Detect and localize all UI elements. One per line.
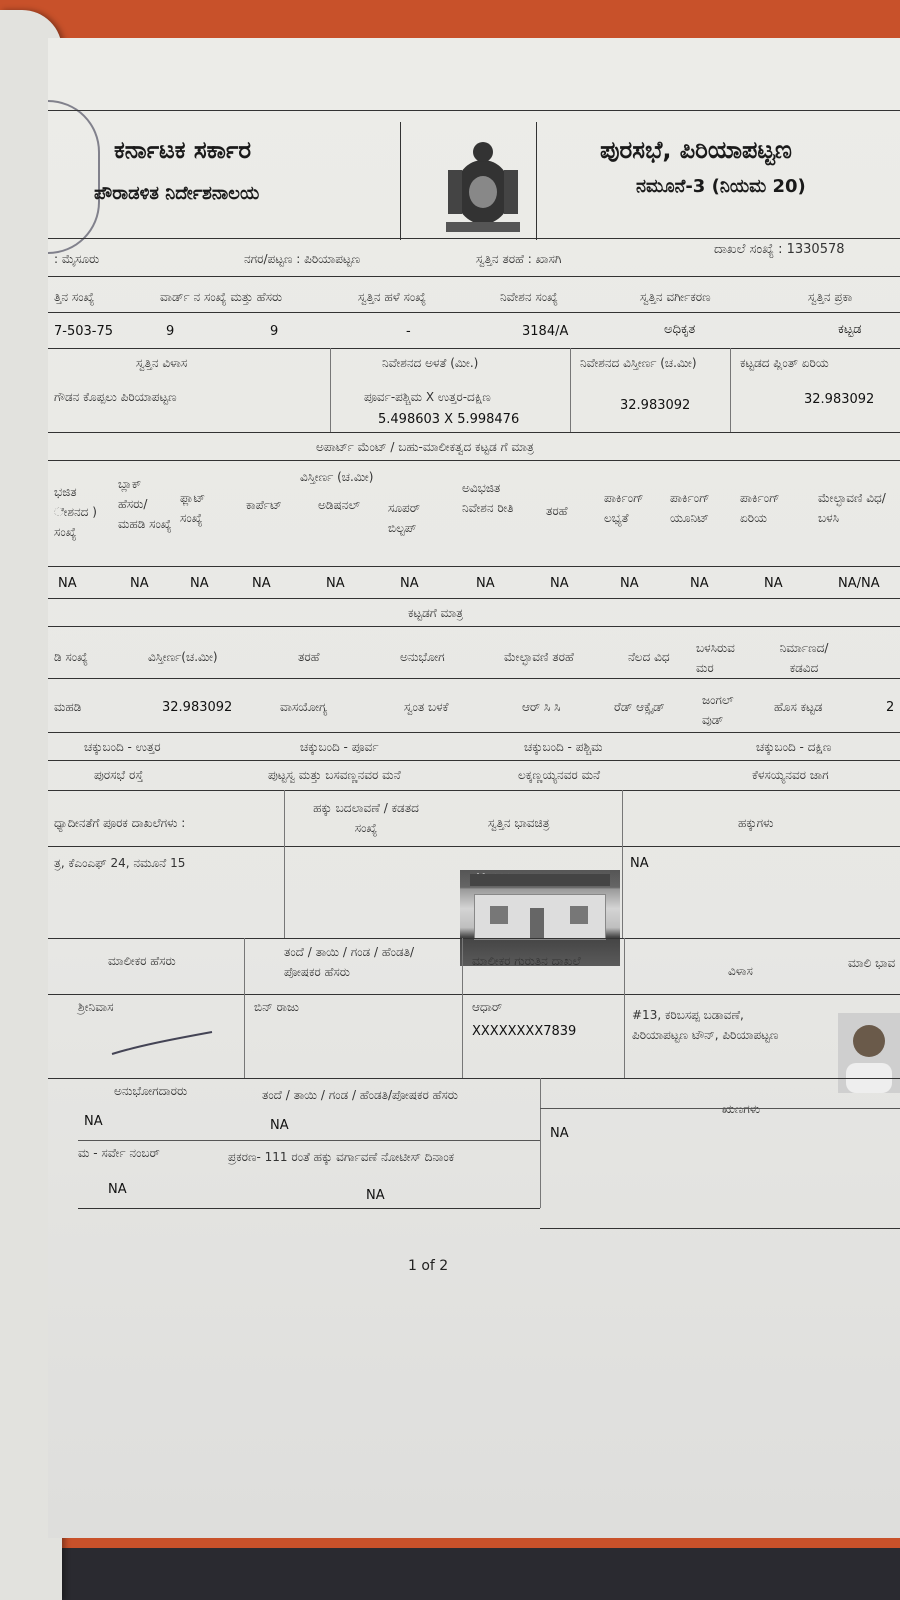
apartment-value: NA bbox=[326, 576, 345, 591]
divider bbox=[244, 938, 245, 1078]
office-seal-stamp bbox=[48, 100, 100, 254]
plinth-area-value: 32.983092 bbox=[804, 392, 875, 407]
parking-area-header: ಪಾರ್ಕಿಂಗ್ ಏರಿಯ bbox=[740, 491, 780, 525]
rule bbox=[48, 760, 900, 761]
apartment-value: NA bbox=[690, 576, 709, 591]
document-sheet bbox=[48, 38, 900, 1538]
apartment-value: NA bbox=[476, 576, 495, 591]
directorate-title: ಪೌರಾಡಳಿತ ನಿರ್ದೇಶನಾಲಯ bbox=[94, 183, 260, 204]
dimension-value: 5.498603 X 5.998476 bbox=[378, 412, 520, 427]
apartment-value: NA/NA bbox=[838, 576, 880, 591]
parking-unit-header: ಪಾರ್ಕಿಂಗ್ ಯೂನಿಟ್ bbox=[670, 491, 710, 525]
building-section-title: ಕಟ್ಟಡಗೆ ಮಾತ್ರ bbox=[408, 606, 464, 620]
apartment-carpet-header: ಕಾರ್ಪೆಟ್ bbox=[246, 498, 282, 512]
district-label: : ಮೈಸೂರು bbox=[54, 252, 100, 266]
property-number: 7-503-75 bbox=[54, 324, 114, 339]
rule bbox=[540, 1108, 900, 1109]
rule bbox=[48, 348, 900, 349]
apartment-value: NA bbox=[252, 576, 271, 591]
property-address: ಗೌಡನ ಕೊಪ್ಪಲು ಪಿರಿಯಾಪಟ್ಟಣ bbox=[54, 390, 177, 404]
rule bbox=[48, 994, 900, 995]
occupant-value: NA bbox=[84, 1114, 103, 1129]
owner-parent: ಬಿನ್ ರಾಜು bbox=[254, 1000, 299, 1014]
building-kind-header: ತರಹೆ bbox=[298, 650, 320, 664]
roof-type-header: ಮೇಲ್ಛಾವಣಿ ವಿಧ/ಬಳಸಿ bbox=[818, 491, 886, 525]
apartment-value: NA bbox=[764, 576, 783, 591]
rule bbox=[48, 846, 900, 847]
boundary-east: ಪುಟ್ಟಸ್ವ ಮತ್ತು ಬಸವಣ್ಣನವರ ಮನೆ bbox=[268, 768, 401, 782]
floor-area-header: ವಿಸ್ತೀರ್ಣ(ಚ.ಮೀ) bbox=[148, 650, 218, 664]
ward-header: ವಾರ್ಡ್ ನ ಸಂಖ್ಯೆ ಮತ್ತು ಹೆಸರು bbox=[160, 290, 283, 304]
site-dimension-header: ನಿವೇಶನದ ಅಳತೆ (ಮೀ.) bbox=[382, 356, 479, 370]
construction-status-header: ನಿರ್ಮಾಣದ/ ಕಡವಿದ bbox=[779, 641, 829, 675]
construction-status: ಹೊಸ ಕಟ್ಟಡ bbox=[774, 700, 823, 714]
divider bbox=[570, 348, 571, 432]
apartment-undivided-type-header: ಅವಿಭಜಿತ ನಿವೇಶನ ರೀತಿ bbox=[462, 481, 514, 515]
rule bbox=[48, 1078, 900, 1079]
apartment-value: NA bbox=[620, 576, 639, 591]
owner-address-line2: ಪಿರಿಯಾಪಟ್ಟಣ ಟೌನ್, ಪಿರಿಯಾಪಟ್ಟಣ bbox=[632, 1028, 779, 1042]
person-icon bbox=[838, 1013, 900, 1093]
owner-photo bbox=[838, 1013, 900, 1093]
property-photo-header: ಸ್ವತ್ತಿನ ಭಾವಚಿತ್ರ bbox=[488, 816, 550, 830]
form-number: ನಮೂನೆ-3 (ನಿಯಮ 20) bbox=[636, 176, 806, 197]
occupant-parent-header: ತಂದೆ / ತಾಯಿ / ಗಂಡ / ಹೆಂಡತಿ/ಪೋಷಕರ ಹೆಸರು bbox=[262, 1088, 458, 1102]
rule bbox=[78, 1140, 540, 1141]
rights-header: ಹಕ್ಕುಗಳು bbox=[738, 816, 774, 830]
apartment-block-header: ಬ್ಲಾಕ್ ಹೆಸರು/ ಮಹಡಿ ಸಂಖ್ಯೆ bbox=[118, 477, 172, 531]
divider bbox=[284, 790, 285, 938]
floor-number: ಮಹಡಿ bbox=[54, 700, 82, 714]
rule bbox=[48, 598, 900, 599]
boundary-west-header: ಚಕ್ಕುಬಂದಿ - ಪಶ್ಚಿಮ bbox=[524, 740, 603, 754]
old-number-header: ಸ್ವತ್ತಿನ ಹಳೆ ಸಂಖ್ಯೆ bbox=[358, 290, 427, 304]
roof-kind-header: ಮೇಲ್ಛಾವಣಿ ತರಹೆ bbox=[504, 650, 574, 664]
apartment-section-title: ಅಪಾರ್ಟ್ ಮೆಂಟ್ / ಬಹು-ಮಾಲೀಕತ್ವದ ಕಟ್ಟಡ ಗೆ ಮಾತ್ರ bbox=[316, 440, 534, 454]
rule bbox=[540, 1228, 900, 1229]
usage-header: ಅನುಭೋಗ bbox=[400, 650, 445, 664]
apartment-value: NA bbox=[400, 576, 419, 591]
apartment-value: NA bbox=[130, 576, 149, 591]
classification-value: ಅಧಿಕೃತ bbox=[664, 322, 696, 337]
floor-type-header: ನೆಲದ ವಿಧ bbox=[628, 650, 670, 664]
property-type-label: ಸ್ವತ್ತಿನ ತರಹೆ : ಖಾಸಗಿ bbox=[476, 252, 562, 266]
owner-photo-header: ಮಾಲಿ ಭಾವ bbox=[848, 956, 896, 970]
rule bbox=[48, 678, 900, 679]
divider bbox=[540, 1078, 541, 1208]
boundary-north-header: ಚಕ್ಕುಬಂದಿ - ಉತ್ತರ bbox=[84, 740, 161, 754]
notice-date-value: NA bbox=[366, 1188, 385, 1203]
divider bbox=[624, 938, 625, 1078]
mutation-file-header: ಹಕ್ಕು ಬದಲಾವಣೆ / ಕಡತದ ಸಂಖ್ಯೆ bbox=[313, 801, 419, 835]
owner-id-number: XXXXXXXX7839 bbox=[472, 1024, 577, 1039]
owner-address-line1: #13, ಕರಿಬಸಪ್ಪ ಬಡಾವಣೆ, bbox=[632, 1008, 744, 1022]
divider bbox=[400, 122, 401, 240]
record-number: ದಾಖಲೆ ಸಂಖ್ಯೆ : 1330578 bbox=[714, 242, 845, 257]
divider bbox=[622, 790, 623, 938]
rights-value: NA bbox=[630, 856, 649, 871]
address-header: ಸ್ವತ್ತಿನ ವಿಳಾಸ bbox=[136, 356, 188, 370]
wood-used-header: ಬಳಸಿರುವ ಮರ bbox=[696, 641, 735, 675]
occupant-parent-value: NA bbox=[270, 1118, 289, 1133]
rule bbox=[48, 790, 900, 791]
site-area-header: ನಿವೇಶನದ ವಿಸ್ತೀರ್ಣ (ಚ.ಮೀ) bbox=[580, 356, 697, 370]
divider bbox=[730, 348, 731, 432]
owner-name-header: ಮಾಲೀಕರ ಹೆಸರು bbox=[108, 954, 176, 968]
karnataka-emblem-icon bbox=[428, 130, 538, 240]
owner-id-header: ಮಾಲೀಕರ ಗುರುತಿನ ದಾಖಲೆ bbox=[472, 954, 581, 968]
apartment-area-group: ವಿಸ್ತೀರ್ಣ (ಚ.ಮೀ) bbox=[300, 470, 374, 484]
floor-count-edge: 2 bbox=[886, 700, 895, 715]
floor-type: ರೆಡ್ ಆಕ್ಸೈಡ್ bbox=[614, 700, 665, 714]
apartment-value: NA bbox=[190, 576, 209, 591]
rule bbox=[48, 626, 900, 627]
rule bbox=[48, 276, 900, 277]
government-title: ಕರ್ನಾಟಕ ಸರ್ಕಾರ bbox=[114, 136, 252, 164]
property-photo bbox=[460, 870, 620, 966]
site-area-value: 32.983092 bbox=[620, 398, 691, 413]
occupant-header: ಅನುಭೋಗದಾರರು bbox=[114, 1084, 188, 1098]
classification-header: ಸ್ವತ್ತಿನ ವರ್ಗೀಕರಣ bbox=[640, 290, 711, 304]
owner-address-header: ವಿಳಾಸ bbox=[728, 964, 753, 978]
rule bbox=[48, 732, 900, 733]
boundary-north: ಪುರಸಭೆ ರಸ್ತೆ bbox=[94, 768, 144, 782]
house-window bbox=[570, 906, 588, 924]
rule bbox=[48, 938, 900, 939]
town-label: ನಗರ/ಪಟ್ಟಣ : ಪಿರಿಯಾಪಟ್ಟಣ bbox=[244, 252, 361, 266]
encumbrance-value: NA bbox=[550, 1126, 569, 1141]
notice-date-header: ಪ್ರಕರಣ- 111 ರಂತೆ ಹಕ್ಕು ವರ್ಗಾವಣೆ ನೋಟೀಸ್ ದಿನಾಂಕ bbox=[228, 1150, 455, 1164]
site-number-header: ನಿವೇಶನ ಸಂಖ್ಯೆ bbox=[500, 290, 558, 304]
boundary-south: ಕೆಳಸಯ್ಯನವರ ಜಾಗ bbox=[752, 768, 829, 782]
parking-availability-header: ಪಾರ್ಕಿಂಗ್ ಲಭ್ಯತೆ bbox=[604, 491, 644, 525]
encumbrance-header: ಋಣಗಳು bbox=[722, 1102, 761, 1116]
floor-area: 32.983092 bbox=[162, 700, 233, 715]
divider bbox=[330, 348, 331, 432]
site-number: 3184/A bbox=[522, 324, 569, 339]
apartment-flat-header: ಫ್ಲಾಟ್ ಸಂಖ್ಯೆ bbox=[180, 491, 206, 525]
house-roof bbox=[470, 874, 610, 886]
survey-number-value: NA bbox=[108, 1182, 127, 1197]
wood-used: ಜಂಗಲ್ ವುಡ್ bbox=[702, 693, 734, 727]
owner-name: ಶ್ರೀನಿವಾಸ bbox=[78, 1000, 114, 1014]
property-kind-value: ಕಟ್ಟಡ bbox=[838, 322, 862, 337]
rule bbox=[48, 110, 900, 111]
survey-number-header: ಮ - ಸರ್ವೇ ನಂಬರ್ bbox=[78, 1146, 160, 1160]
supporting-docs-header: ಧ್ಯಾದೀನತೆಗೆ ಪೂರಕ ದಾಖಲೆಗಳು : bbox=[54, 816, 186, 830]
page-number: 1 of 2 bbox=[408, 1258, 449, 1274]
ward-name: 9 bbox=[270, 324, 279, 339]
dimension-direction: ಪೂರ್ವ-ಪಶ್ಚಿಮ X ಉತ್ತರ-ದಕ್ಷಿಣ bbox=[364, 390, 491, 404]
boundary-east-header: ಚಕ್ಕುಬಂದಿ - ಪೂರ್ವ bbox=[300, 740, 379, 754]
rule bbox=[48, 312, 900, 313]
rule bbox=[78, 1208, 540, 1209]
divider bbox=[536, 122, 537, 240]
apartment-undivided-no-header: ಭಜಿತ ೇಶನದ ) ಸಂಖ್ಯೆ bbox=[54, 485, 97, 539]
property-number-header: ತ್ತಿನ ಸಂಖ್ಯೆ bbox=[54, 290, 95, 304]
apartment-kind-header: ತರಹೆ bbox=[546, 504, 568, 518]
owner-id-type: ಆಧಾರ್ bbox=[472, 1000, 503, 1014]
boundary-south-header: ಚಕ್ಕುಬಂದಿ - ದಕ್ಷಿಣ bbox=[756, 740, 832, 754]
roof-kind: ಆರ್ ಸಿ ಸಿ bbox=[522, 700, 561, 714]
ward-number: 9 bbox=[166, 324, 175, 339]
signature-icon bbox=[108, 1028, 218, 1058]
boundary-west: ಲಕ್ಕಣ್ಣಯ್ಯನವರ ಮನೆ bbox=[518, 768, 601, 782]
building-kind: ವಾಸಯೋಗ್ಯ bbox=[280, 700, 328, 714]
apartment-additional-header: ಅಡಿಷನಲ್ bbox=[318, 498, 360, 512]
municipality-title: ಪುರಸಭೆ, ಪಿರಿಯಾಪಟ್ಟಣ bbox=[600, 136, 792, 164]
house-door bbox=[530, 908, 544, 938]
old-number: - bbox=[406, 324, 411, 339]
owner-parent-header: ತಂದೆ / ತಾಯಿ / ಗಂಡ / ಹೆಂಡತಿ/ಪೋಷಕರ ಹೆಸರು bbox=[284, 945, 415, 979]
rule bbox=[48, 238, 900, 239]
apartment-value: NA bbox=[58, 576, 77, 591]
supporting-docs-value: ತ್ರ, ಕೆಎಂಎಫ್ 24, ನಮೂನೆ 15 bbox=[54, 856, 186, 870]
property-kind-header: ಸ್ವತ್ತಿನ ಪ್ರಕಾ bbox=[808, 290, 853, 304]
apartment-superbuilt-header: ಸೂಪರ್ ಬಿಲ್ಟಪ್ bbox=[388, 501, 420, 535]
divider bbox=[462, 938, 463, 1078]
floor-number-header: ಡಿ ಸಂಖ್ಯೆ bbox=[54, 650, 88, 664]
usage: ಸ್ವಂತ ಬಳಕೆ bbox=[404, 700, 449, 714]
rule bbox=[48, 432, 900, 433]
rule bbox=[48, 566, 900, 567]
apartment-value: NA bbox=[550, 576, 569, 591]
house-window bbox=[490, 906, 508, 924]
background-table bbox=[0, 1548, 900, 1600]
rule bbox=[48, 460, 900, 461]
plinth-area-header: ಕಟ್ಟಡದ ಪ್ಲಿಂತ್ ಏರಿಯ bbox=[740, 356, 829, 370]
